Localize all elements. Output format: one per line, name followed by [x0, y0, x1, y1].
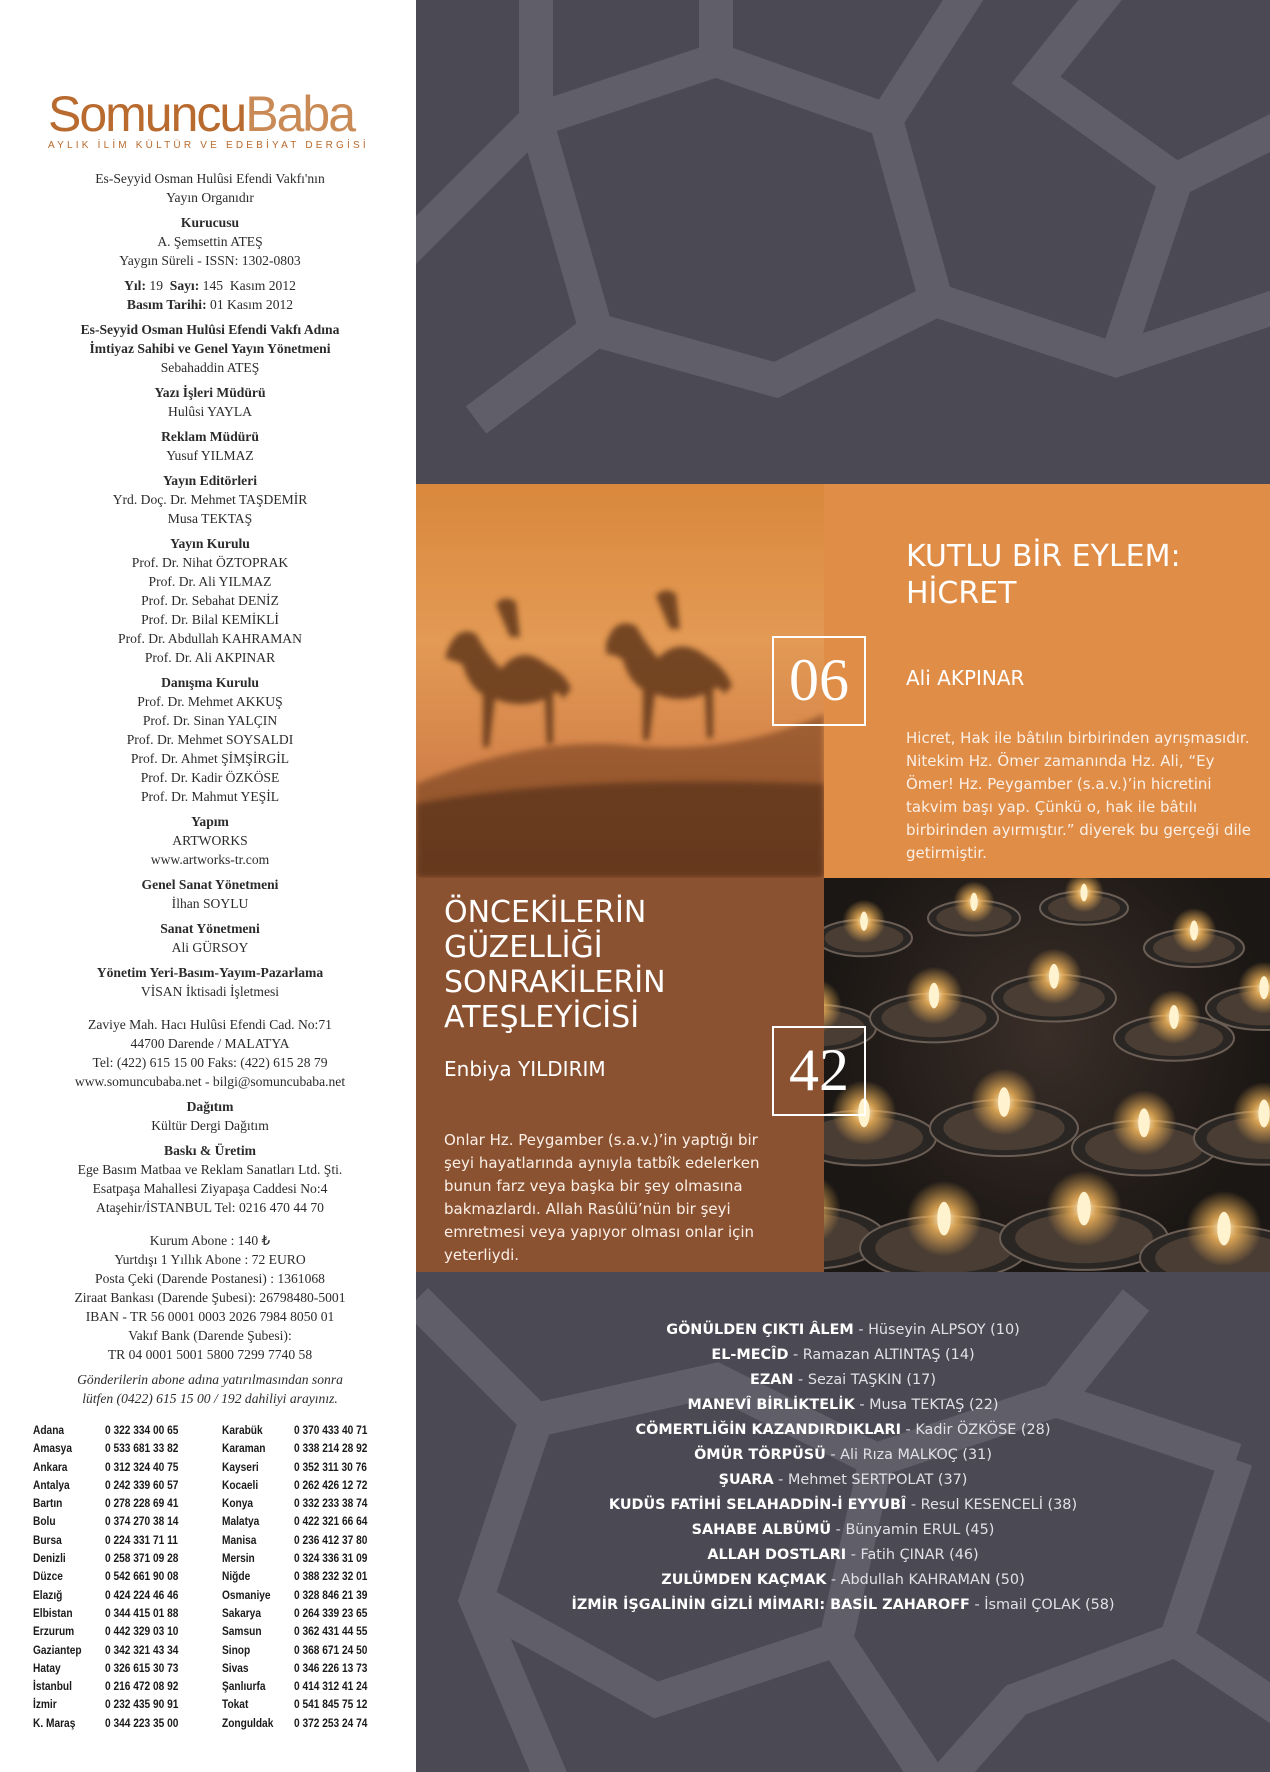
art-director-general-name: İlhan SOYLU	[171, 896, 249, 911]
phone-row	[222, 1531, 402, 1549]
city-name: Bartın	[33, 1496, 63, 1511]
founder-name: A. Şemsettin ATEŞ	[157, 234, 263, 249]
candle	[1040, 878, 1128, 925]
phone-number: 0 352 311 30 76	[294, 1459, 368, 1474]
subscription-line: Vakıf Bank (Darende Şubesi):	[128, 1328, 292, 1343]
advisory-label: Danışma Kurulu	[161, 675, 259, 690]
production-label: Yapım	[191, 814, 229, 829]
phone-row	[222, 1512, 402, 1530]
phone-number: 0 216 472 08 92	[105, 1679, 179, 1694]
toc-separator: -	[846, 1547, 861, 1563]
toc-title: ŞUARA	[718, 1472, 774, 1488]
logo-name-part2: Baba	[245, 86, 355, 142]
management-label: Yönetim Yeri-Basım-Yayım-Pazarlama	[96, 965, 324, 980]
distribution-label: Dağıtım	[186, 1099, 234, 1114]
toc-separator: -	[854, 1397, 870, 1413]
phone-row	[33, 1494, 213, 1512]
table-of-contents	[416, 1318, 1270, 1618]
city-name: Mersin	[222, 1551, 255, 1566]
subscription-line: Yurtdışı 1 Yıllık Abone : 72 EURO	[114, 1252, 306, 1267]
toc-author: İsmail ÇOLAK (58)	[984, 1597, 1115, 1613]
production-name: ARTWORKS	[172, 833, 248, 848]
editor-member: Yrd. Doç. Dr. Mehmet TAŞDEMİR	[112, 492, 308, 507]
toc-entry[interactable]	[416, 1593, 1270, 1618]
phone-number: 0 388 232 32 01	[294, 1569, 368, 1584]
printer-address: Ataşehir/İSTANBUL Tel: 0216 470 44 70	[96, 1200, 324, 1215]
article-summary: Onlar Hz. Peygamber (s.a.v.)’in yaptığı bir şeyi hayatlarında aynıyla tatbîk edelerken bunun farz veya başka bir şey olmasına bakmazlardı. Allah Rasûlü’nün bir şeyi emretmesi veya yapıyor olması onlar için yeterliydi.	[444, 1131, 760, 1264]
advisory-member: Prof. Dr. Mahmut YEŞİL	[140, 789, 280, 804]
city-name: Manisa	[222, 1532, 257, 1547]
city-name: Karaman	[222, 1441, 266, 1456]
city-name: Karabük	[222, 1423, 263, 1437]
editor-label: Yazı İşleri Müdürü	[154, 385, 266, 400]
phone-row	[222, 1567, 402, 1585]
subscription-line: IBAN - TR 56 0001 0003 2026 7984 8050 01	[85, 1309, 335, 1324]
toc-title: MANEVÎ BİRLİKTELİK	[687, 1397, 855, 1413]
subscription-line: Kurum Abone : 140 ₺	[149, 1233, 271, 1248]
city-name: Samsun	[222, 1624, 262, 1639]
toc-title: ALLAH DOSTLARI	[707, 1547, 847, 1563]
publisher-line: Yayın Organıdır	[166, 190, 254, 205]
founder-label: Kurucusu	[180, 215, 240, 230]
toc-entry[interactable]	[416, 1343, 1270, 1368]
toc-title: ZULÜMDEN KAÇMAK	[661, 1572, 827, 1588]
city-name: Elazığ	[33, 1587, 63, 1602]
logo-name-part1: Somuncu	[48, 86, 246, 142]
phone-row	[33, 1659, 213, 1677]
toc-entry[interactable]	[416, 1468, 1270, 1493]
city-name: Şanlıurfa	[222, 1679, 266, 1694]
contact-phones: Tel: (422) 615 15 00 Faks: (422) 615 28 79	[92, 1055, 328, 1070]
toc-separator: -	[788, 1347, 803, 1363]
city-name: Kocaeli	[222, 1477, 259, 1492]
city-name: Amasya	[33, 1441, 72, 1456]
article-title-line: HİCRET	[906, 576, 1017, 611]
phone-row	[222, 1604, 402, 1622]
editors-label: Yayın Editörleri	[162, 473, 258, 488]
production-web: www.artworks-tr.com	[150, 852, 270, 867]
article-title-line: ATEŞLEYİCİSİ	[444, 1000, 640, 1035]
city-name: Konya	[222, 1496, 254, 1511]
phone-row	[33, 1439, 213, 1457]
toc-separator: -	[793, 1372, 808, 1388]
city-name: Elbistan	[33, 1605, 73, 1620]
ad-manager-label: Reklam Müdürü	[161, 429, 259, 444]
phone-number: 0 332 233 38 74	[294, 1496, 368, 1511]
phone-row	[33, 1586, 213, 1604]
article-summary: Hicret, Hak ile bâtılın birbirinden ayrışmasıdır. Nitekim Hz. Ömer zamanında Hz. Ali, “Ey Ömer! Hz. Peygamber (s.a.v.)’in hicretini takvim başı yap. Çünkü o, hak ile bâtılı birbirinden ayırmıştır.” diyerek bu gerçeği dile getirmiştir.	[906, 729, 1252, 862]
candle	[860, 1181, 1028, 1272]
phone-row	[33, 1695, 213, 1713]
phone-row	[33, 1476, 213, 1494]
page-number-box-42: 42	[772, 1026, 866, 1116]
owner-label: İmtiyaz Sahibi ve Genel Yayın Yönetmeni	[89, 341, 331, 356]
toc-author: Kadir ÖZKÖSE (28)	[915, 1422, 1051, 1438]
city-name: Hatay	[33, 1660, 61, 1675]
issn: Yaygın Süreli - ISSN: 1302-0803	[119, 253, 301, 268]
phone-row	[222, 1622, 402, 1640]
article-panel-hicret[interactable]	[824, 484, 1270, 878]
address-line: 44700 Darende / MALATYA	[130, 1036, 290, 1051]
phone-number: 0 342 321 43 34	[105, 1642, 179, 1657]
phone-row	[33, 1549, 213, 1567]
article-title-line: ÖNCEKİLERİN	[444, 895, 647, 930]
toc-separator: -	[826, 1572, 841, 1588]
article-title-line: GÜZELLİĞİ	[444, 930, 603, 965]
phone-row	[33, 1567, 213, 1585]
phone-number: 0 322 334 00 65	[105, 1423, 179, 1437]
candle	[824, 900, 912, 957]
masthead-info	[18, 169, 402, 1408]
toc-title: GÖNÜLDEN ÇIKTI ÂLEM	[666, 1322, 854, 1338]
desert-camel-photo	[416, 484, 824, 878]
city-name: Düzce	[33, 1569, 63, 1584]
printer-name: Ege Basım Matbaa ve Reklam Sanatları Ltd. Şti.	[77, 1162, 343, 1177]
magazine-logo	[48, 86, 378, 151]
city-name: Sinop	[222, 1642, 251, 1657]
city-name: K. Maraş	[33, 1715, 76, 1730]
phone-row	[222, 1494, 402, 1512]
toc-title: ÖMÜR TÖRPÜSÜ	[694, 1447, 826, 1463]
candle	[870, 967, 998, 1043]
toc-author: Fatih ÇINAR (46)	[860, 1547, 979, 1563]
subscription-line: TR 04 0001 5001 5800 7299 7740 58	[107, 1347, 313, 1362]
toc-entry[interactable]	[416, 1443, 1270, 1468]
toc-author: Sezai TAŞKIN (17)	[807, 1372, 936, 1388]
subscription-note: Gönderilerin abone adına yatırılmasından sonra	[77, 1372, 343, 1387]
ad-manager-name: Yusuf YILMAZ	[166, 448, 254, 463]
board-member: Prof. Dr. Sebahat DENİZ	[141, 593, 279, 608]
article-author: Enbiya YILDIRIM	[444, 1057, 606, 1081]
phone-number: 0 533 681 33 82	[105, 1441, 179, 1456]
phone-number: 0 542 661 90 08	[105, 1569, 179, 1584]
toc-entry[interactable]	[416, 1493, 1270, 1518]
toc-author: Musa TEKTAŞ (22)	[869, 1397, 999, 1413]
phone-row	[33, 1512, 213, 1530]
editor-member: Musa TEKTAŞ	[167, 511, 253, 526]
city-name: Antalya	[33, 1477, 70, 1492]
phone-row	[33, 1677, 213, 1695]
phone-number: 0 232 435 90 91	[105, 1697, 179, 1712]
phone-number: 0 324 336 31 09	[294, 1551, 368, 1566]
phone-number: 0 346 226 13 73	[294, 1660, 368, 1675]
toc-entry[interactable]	[416, 1318, 1270, 1343]
phone-number: 0 362 431 44 55	[294, 1624, 368, 1639]
phone-number: 0 372 253 24 74	[294, 1715, 368, 1730]
toc-separator: -	[906, 1497, 921, 1513]
city-name: Malatya	[222, 1514, 260, 1529]
phone-row	[33, 1531, 213, 1549]
phone-number: 0 338 214 28 92	[294, 1441, 368, 1456]
article-title-line: SONRAKİLERİN	[444, 965, 666, 1000]
web-email: www.somuncubaba.net - bilgi@somuncubaba.net	[74, 1074, 346, 1089]
toc-separator: -	[825, 1447, 841, 1463]
phone-row	[222, 1458, 402, 1476]
phone-number: 0 414 312 41 24	[294, 1679, 368, 1694]
publisher-line: Es-Seyyid Osman Hulûsi Efendi Vakfı'nın	[95, 171, 325, 186]
toc-author: Hüseyin ALPSOY (10)	[868, 1322, 1020, 1338]
phone-number: 0 344 415 01 88	[105, 1605, 179, 1620]
printer-address: Esatpaşa Mahallesi Ziyapaşa Caddesi No:4	[92, 1181, 328, 1196]
phone-number: 0 278 228 69 41	[105, 1496, 179, 1511]
toc-entry[interactable]	[416, 1393, 1270, 1418]
city-name: İstanbul	[33, 1679, 72, 1694]
toc-author: Abdullah KAHRAMAN (50)	[840, 1572, 1025, 1588]
advisory-member: Prof. Dr. Mehmet AKKUŞ	[137, 694, 283, 709]
city-name: Sakarya	[222, 1605, 261, 1620]
toc-separator: -	[969, 1597, 985, 1613]
issue-info: Yıl: 19 Sayı: 145 Kasım 2012	[124, 278, 296, 293]
candle	[928, 881, 1020, 935]
masthead-column	[0, 0, 416, 1772]
management-name: VİSAN İktisadi İşletmesi	[140, 984, 280, 999]
toc-author: Ramazan ALTINTAŞ (14)	[802, 1347, 975, 1363]
phone-number: 0 368 671 24 50	[294, 1642, 368, 1657]
city-name: Erzurum	[33, 1624, 75, 1639]
distribution-name: Kültür Dergi Dağıtım	[151, 1118, 269, 1133]
phone-row	[222, 1677, 402, 1695]
city-name: Ankara	[33, 1459, 68, 1474]
contents-area	[416, 0, 1270, 1772]
toc-title: EZAN	[750, 1372, 794, 1388]
phone-row	[222, 1586, 402, 1604]
phone-row	[33, 1622, 213, 1640]
toc-title: İZMİR İŞGALİNİN GİZLİ MİMARI: BASİL ZAHAROFF	[571, 1597, 970, 1613]
city-name: Adana	[33, 1423, 65, 1437]
board-member: Prof. Dr. Nihat ÖZTOPRAK	[131, 555, 289, 570]
phone-number: 0 326 615 30 73	[105, 1660, 179, 1675]
candle	[930, 1069, 1078, 1156]
owner-name: Sebahaddin ATEŞ	[160, 360, 260, 375]
art-director-label: Sanat Yönetmeni	[160, 921, 260, 936]
toc-author: Ali Rıza MALKOÇ (31)	[840, 1447, 992, 1463]
phone-number: 0 264 339 23 65	[294, 1605, 368, 1620]
phone-number: 0 236 412 37 80	[294, 1532, 368, 1547]
board-label: Yayın Kurulu	[170, 536, 250, 551]
city-name: İzmir	[33, 1697, 57, 1712]
board-member: Prof. Dr. Bilal KEMİKLİ	[141, 612, 279, 627]
advisory-member: Prof. Dr. Sinan YALÇIN	[142, 713, 278, 728]
phone-number: 0 370 433 40 71	[294, 1423, 368, 1437]
city-name: Sivas	[222, 1660, 249, 1675]
toc-title: SAHABE ALBÜMÜ	[691, 1522, 832, 1538]
phone-row	[222, 1421, 402, 1439]
candle	[992, 948, 1116, 1021]
phone-row	[222, 1659, 402, 1677]
board-member: Prof. Dr. Ali AKPINAR	[144, 650, 276, 665]
candles-image	[824, 878, 1270, 1272]
toc-separator: -	[900, 1422, 916, 1438]
candle	[1144, 908, 1244, 967]
phone-row	[222, 1714, 402, 1732]
toc-author: Bünyamin ERUL (45)	[845, 1522, 995, 1538]
toc-title: CÖMERTLİĞİN KAZANDIRDIKLARI	[635, 1422, 901, 1438]
article-panel-oncekilerin[interactable]	[416, 878, 824, 1272]
toc-entry[interactable]	[416, 1368, 1270, 1393]
city-name: Gaziantep	[33, 1642, 82, 1657]
city-name: Niğde	[222, 1569, 251, 1584]
phone-row	[222, 1439, 402, 1457]
phone-row	[33, 1641, 213, 1659]
phone-column-left	[33, 1421, 213, 1732]
phone-number: 0 422 321 66 64	[294, 1514, 368, 1529]
city-name: Denizli	[33, 1551, 66, 1566]
toc-entry[interactable]	[416, 1418, 1270, 1443]
toc-entry[interactable]	[416, 1568, 1270, 1593]
phone-number: 0 312 324 40 75	[105, 1459, 179, 1474]
phone-row	[33, 1458, 213, 1476]
candle	[1206, 962, 1270, 1030]
city-name: Bolu	[33, 1514, 56, 1529]
subscription-line: Posta Çeki (Darende Postanesi) : 1361068	[95, 1271, 325, 1286]
subscription-note: lütfen (0422) 615 15 00 / 192 dahiliyi arayınız.	[82, 1391, 338, 1406]
city-name: Zonguldak	[222, 1715, 274, 1730]
camel-silhouette-image	[416, 484, 824, 878]
phone-number: 0 541 845 75 12	[294, 1697, 368, 1712]
page-number-box-06: 06	[772, 636, 866, 726]
article-title-line: KUTLU BİR EYLEM:	[906, 539, 1181, 574]
toc-title: EL-MECÎD	[711, 1347, 789, 1363]
phone-row	[33, 1421, 213, 1439]
art-director-name: Ali GÜRSOY	[171, 940, 249, 955]
advisory-member: Prof. Dr. Kadir ÖZKÖSE	[140, 770, 280, 785]
phone-number: 0 242 339 60 57	[105, 1477, 179, 1492]
board-member: Prof. Dr. Ali YILMAZ	[148, 574, 272, 589]
phone-row	[222, 1641, 402, 1659]
toc-author: Resul KESENCELİ (38)	[920, 1497, 1078, 1513]
city-name: Bursa	[33, 1532, 62, 1547]
article-author: Ali AKPINAR	[906, 666, 1025, 690]
phone-row	[33, 1604, 213, 1622]
phone-row	[222, 1476, 402, 1494]
advisory-member: Prof. Dr. Ahmet ŞİMŞİRGİL	[130, 751, 290, 766]
city-name: Osmaniye	[222, 1587, 271, 1602]
phone-row	[222, 1549, 402, 1567]
phone-number: 0 424 224 46 46	[105, 1587, 179, 1602]
logo-tagline: AYLIK İLİM KÜLTÜR VE EDEBİYAT DERGİSİ	[48, 140, 369, 151]
toc-author: Mehmet SERTPOLAT (37)	[787, 1472, 968, 1488]
phone-number: 0 224 331 71 11	[105, 1532, 179, 1547]
address-line: Zaviye Mah. Hacı Hulûsi Efendi Cad. No:71	[88, 1017, 332, 1032]
phone-number: 0 442 329 03 10	[105, 1624, 179, 1639]
phone-number: 0 328 846 21 39	[294, 1587, 368, 1602]
phone-number: 0 344 223 35 00	[105, 1715, 179, 1730]
toc-separator: -	[773, 1472, 788, 1488]
toc-separator: -	[853, 1322, 869, 1338]
phone-number: 0 258 371 09 28	[105, 1551, 179, 1566]
toc-separator: -	[831, 1522, 846, 1538]
art-director-general-label: Genel Sanat Yönetmeni	[141, 877, 279, 892]
toc-title: KUDÜS FATİHİ SELAHADDİN-İ EYYUBÎ	[608, 1497, 907, 1513]
print-label: Baskı & Üretim	[164, 1143, 256, 1158]
editor-name: Hulûsi YAYLA	[168, 404, 252, 419]
subscription-line: Ziraat Bankası (Darende Şubesi): 26798480-5001	[74, 1290, 346, 1305]
print-date: Basım Tarihi: 01 Kasım 2012	[126, 297, 294, 312]
toc-entry[interactable]	[416, 1543, 1270, 1568]
owner-label: Es-Seyyid Osman Hulûsi Efendi Vakfı Adına	[80, 322, 340, 337]
toc-entry[interactable]	[416, 1518, 1270, 1543]
city-name: Tokat	[222, 1697, 249, 1712]
phone-number: 0 374 270 38 14	[105, 1514, 179, 1529]
board-member: Prof. Dr. Abdullah KAHRAMAN	[118, 631, 302, 646]
phone-row	[33, 1714, 213, 1732]
phone-row	[222, 1695, 402, 1713]
candle	[1194, 1082, 1270, 1165]
tealight-candles-photo	[824, 878, 1270, 1272]
city-name: Kayseri	[222, 1459, 259, 1474]
phone-number: 0 262 426 12 72	[294, 1477, 368, 1492]
phone-column-right	[222, 1421, 402, 1732]
advisory-member: Prof. Dr. Mehmet SOYSALDI	[126, 732, 294, 747]
